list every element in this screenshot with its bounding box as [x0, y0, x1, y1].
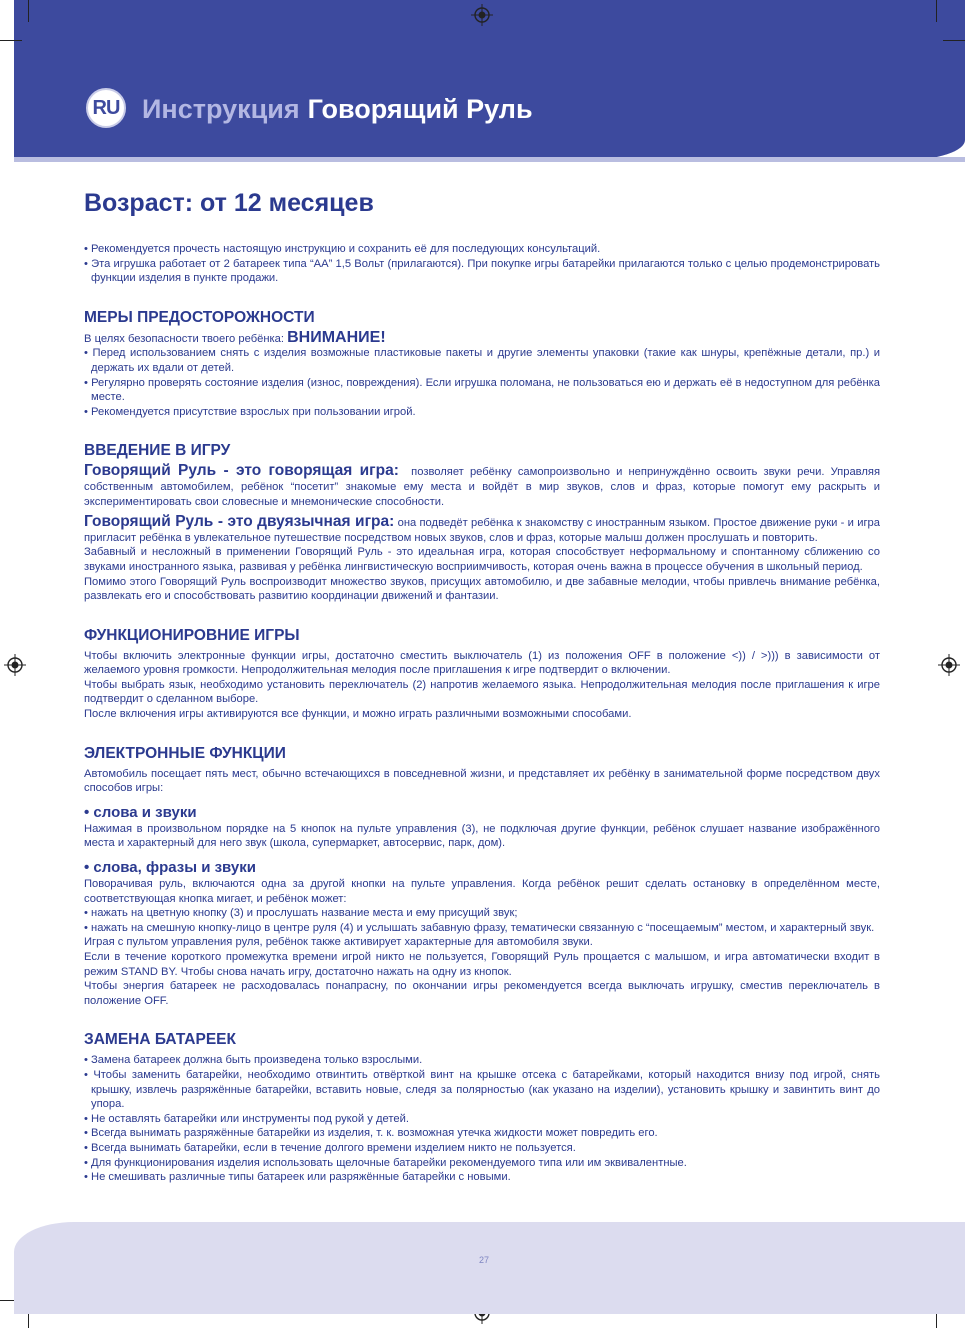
introduction-paragraph — [84, 464, 880, 509]
battery-item: • Не оставлять батарейки или инструменты под рукой у детей. — [84, 1112, 409, 1125]
registration-mark-icon — [471, 4, 493, 26]
introduction-text: позволяет ребёнку самопроизвольно и непринуждённо освоить звуки речи. Управляя собственным автомобилем, ребёнок “посетит” знакомые ему места и войдёт в мир звуков, слов и фраз, которые помогут ему раскрыть и экспериментировать свои словесные и мнемонические способности. — [84, 466, 881, 508]
crop-mark — [943, 40, 965, 41]
introduction-lead: Говорящий Руль - это говорящая игра: — [84, 462, 399, 480]
header-edge — [14, 157, 965, 162]
intro-item: • Рекомендуется прочесть настоящую инструкцию и сохранить её для последующих консультаций. — [84, 243, 601, 255]
battery-item: • Чтобы заменить батарейки, необходимо отвинтить отвёрткой винт на крышке отсека с батарейками, который находится внизу под игрой, снять крышку, извлечь разряжённые батарейки, вставить новые, следя за полярностью (как указано на изделии), установить крышку и завинтить винт до упора. — [84, 1068, 880, 1111]
precautions-heading: МЕРЫ ПРЕДОСТОРОЖНОСТИ — [84, 308, 315, 326]
battery-item: • Замена батареек должна быть произведена только взрослыми. — [84, 1054, 423, 1067]
page-number: 27 — [478, 1255, 489, 1265]
crop-mark — [28, 0, 29, 22]
mode-item: • нажать на смешную кнопку-лицо в центре руля (4) и услышать забавную фразу, тематически связанную с “посещаемым” местом, и характерный звук. — [84, 921, 875, 934]
functioning-paragraph: После включения игры активируются все функции, и можно играть различными возможными способами. — [84, 708, 632, 721]
registration-mark-icon — [938, 654, 960, 676]
battery-item: • Не смешивать различные типы батареек или разряжённые батарейки с новыми. — [84, 1171, 511, 1184]
introduction-paragraph — [84, 515, 880, 545]
introduction-text: она подведёт ребёнка к знакомству с иностранным языком. Простое движение руки - и игра пригласит ребёнка в увлекательное путешествие посредством новых звуков, слов и фраз, которые малыш должен прослушать и повторить. — [84, 517, 880, 544]
battery-item: • Для функционирования изделия использовать щелочные батарейки рекомендуемого типа или им эквивалентные. — [84, 1156, 687, 1169]
introduction-lead: Говорящий Руль - это двуязычная игра: — [84, 513, 395, 531]
electronic-heading: ЭЛЕКТРОННЫЕ ФУНКЦИИ — [84, 744, 286, 762]
warning-label: ВНИМАНИЕ! — [287, 328, 386, 346]
electronic-paragraph: Чтобы энергия батареек не расходовалась понапрасну, по окончании игры рекомендуется всегда выключать игрушку, сместив переключатель в положение OFF. — [84, 980, 880, 1007]
introduction-heading: ВВЕДЕНИЕ В ИГРУ — [84, 442, 231, 460]
battery-item: • Всегда вынимать батарейки, если в течение долгого времени изделием никто не пользуется. — [84, 1141, 576, 1154]
batteries-heading: ЗАМЕНА БАТАРЕЕК — [84, 1031, 236, 1049]
mode-words-sounds-heading: • слова и звуки — [84, 803, 197, 821]
title-instruction: Инструкция — [142, 94, 300, 124]
mode-words-sounds-text: Нажимая в произвольном порядке на 5 кнопок на пульте управления (3), не подключая другие функции, ребёнок слушает название изображённого места и характерный для него звук (школа, супермаркет, автосервис, парк, дом). — [84, 822, 880, 850]
crop-mark — [936, 0, 937, 22]
precaution-item: • Перед использованием снять с изделия возможные пластиковые пакеты и другие элементы упаковки (такие как шнуры, крепёжные детали, пр.) и держать их вдали от детей. — [84, 347, 880, 374]
precaution-item: • Регулярно проверять состояние изделия (износ, повреждения). Если игрушка поломана, не пользоваться ею и держать её в недоступном для ребёнка месте. — [84, 376, 880, 404]
precaution-item: • Рекомендуется присутствие взрослых при пользовании игрой. — [84, 405, 416, 418]
battery-item: • Всегда вынимать разряжённые батарейки из изделия, т. к. возможная утечка жидкости может повредить его. — [84, 1127, 658, 1140]
mode-words-phrases-heading: • слова, фразы и звуки — [84, 859, 256, 877]
electronic-paragraph: Играя с пультом управления руля, ребёнок также активирует характерные для автомобиля звуки. — [84, 936, 593, 949]
mode-item: • нажать на цветную кнопку (3) и прослушать название места и ему присущий звук; — [84, 907, 518, 920]
precautions-lead-text: В целях безопасности твоего ребёнка: — [84, 332, 284, 345]
mode-words-phrases-text: Поворачивая руль, включаются одна за другой кнопки на пульте управления. Когда ребёнок решит сделать остановку в определённом месте, соответствующая кнопка мигает, и ребёнок может: — [84, 878, 880, 905]
introduction-paragraph: Забавный и несложный в применении Говорящий Руль - это идеальная игра, которая способствует неформальному и спонтанному сближению со звуками иностранного языка, развивая у ребёнка лингвистическую восприимчивость, которая очень важна в процессе обучения в школьный период. — [84, 546, 880, 573]
crop-mark — [0, 40, 22, 41]
intro-item: • Эта игрушка работает от 2 батареек типа “АА” 1,5 Вольт (прилагаются). При покупке игры батарейки прилагаются только с целью продемонстрировать функции изделия в пункте продажи. — [84, 257, 880, 285]
electronic-paragraph: Если в течение короткого промежутка времени игрой никто не пользуется, Говорящий Руль прощается с малышом, и игра автоматически входит в режим STAND BY. Чтобы снова начать игру, достаточно нажать на одну из кнопок. — [84, 951, 880, 978]
electronic-intro: Автомобиль посещает пять мест, обычно встечающихся в повседневной жизни, и представляет их ребёнку в занимательной форме посредством двух способов игры: — [84, 767, 880, 795]
footer-band — [14, 1222, 965, 1314]
functioning-paragraph: Чтобы выбрать язык, необходимо установить переключатель (2) напротив желаемого языка. Непродолжительная мелодия после приглашения к игре подтвердит о сделанном выборе. — [84, 678, 880, 706]
precautions-lead — [84, 328, 880, 347]
introduction-paragraph: Помимо этого Говорящий Руль воспроизводит множество звуков, присущих автомобилю, и две забавные мелодии, чтобы привлечь внимание ребёнка, развлекать его и способствовать развитию координации движений и фантазии. — [84, 575, 880, 603]
title-product: Говорящий Руль — [307, 94, 533, 124]
functioning-heading: ФУНКЦИОНИРОВНИЕ ИГРЫ — [84, 626, 300, 644]
page-title — [142, 94, 533, 125]
registration-mark-icon — [4, 654, 26, 676]
document-body — [84, 186, 880, 1185]
language-badge: RU — [86, 88, 126, 128]
functioning-paragraph: Чтобы включить электронные функции игры, достаточно сместить выключатель (1) из положения OFF в положение <)) / >))) в зависимости от желаемого уровня громкости. Непродолжительная мелодия после приглашения к игре подтвердит о включении. — [84, 649, 880, 677]
age-heading: Возраст: от 12 месяцев — [84, 189, 374, 217]
